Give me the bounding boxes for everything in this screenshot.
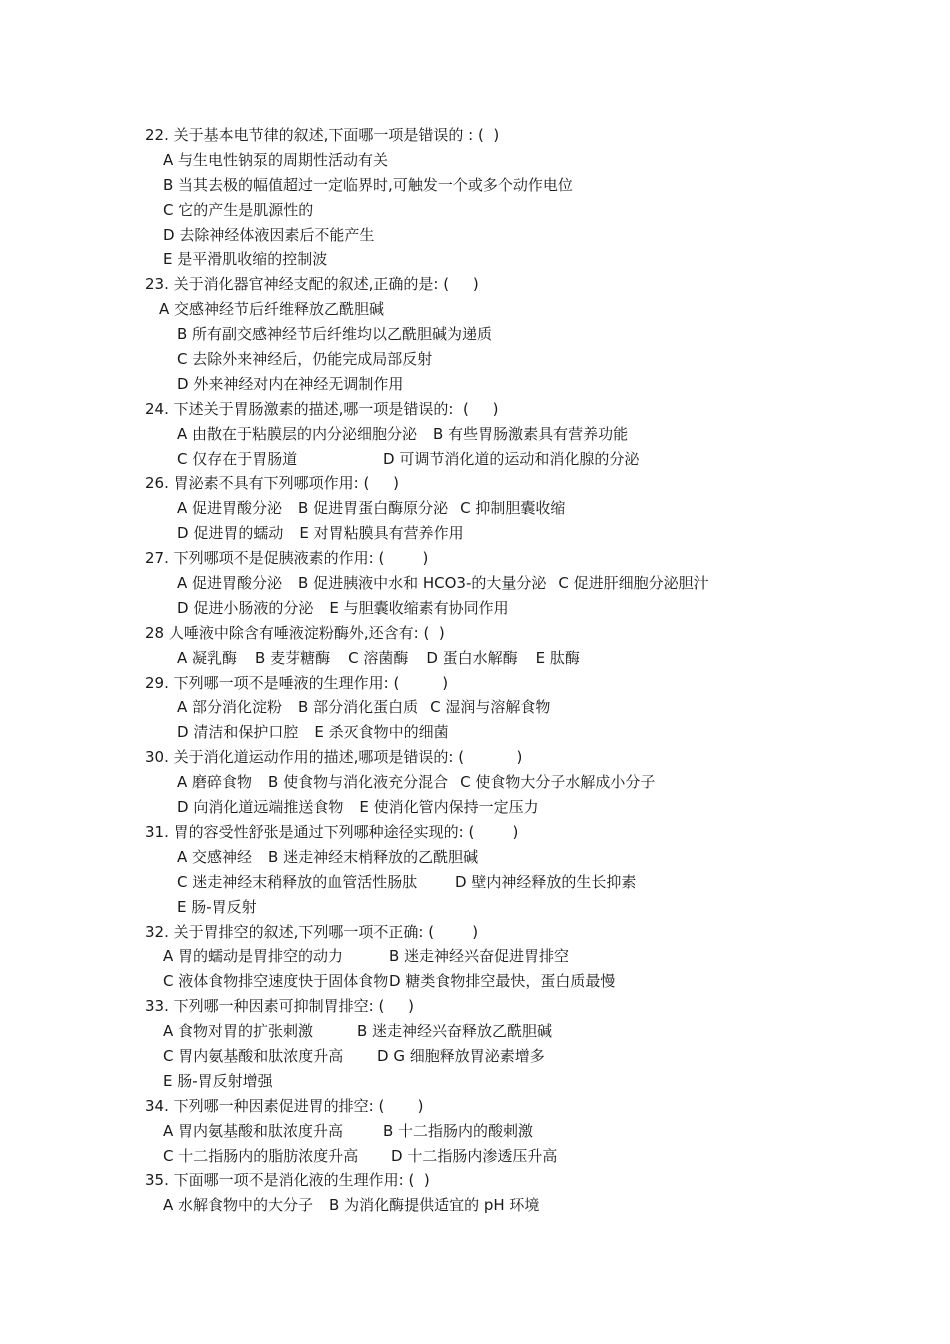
option-row [145,297,905,322]
option-row [145,646,905,671]
option-row [145,1044,905,1069]
answer-option[interactable]: C 仅存在于胃肠道 [177,449,298,468]
answer-option[interactable]: C 十二指肠内的脂肪浓度升高 [163,1146,359,1165]
answer-option[interactable]: A 与生电性钠泵的周期性活动有关 [163,150,389,169]
option-row [145,596,905,621]
question-list [145,123,905,1218]
option-row [145,720,905,745]
option-row [145,1144,905,1169]
answer-option[interactable]: E 与胆囊收缩素有协同作用 [329,598,509,617]
answer-option[interactable]: A 促进胃酸分泌 [177,499,283,518]
option-row [145,1019,905,1044]
answer-option[interactable]: A 由散在于粘膜层的内分泌细胞分泌 [177,424,418,443]
answer-option[interactable]: A 促进胃酸分泌 [177,574,283,593]
answer-option[interactable]: D 促进小肠液的分泌 [177,598,314,617]
question-stem: 30. 关于消化道运动作用的描述,哪项是错误的: ( ) [145,748,523,767]
option-row [145,845,905,870]
question-stem: 22. 关于基本电节律的叙述,下面哪一项是错误的 : ( ) [145,126,500,144]
answer-option[interactable]: C 促进肝细胞分泌胆汁 [558,574,709,593]
answer-option[interactable]: C 胃内氨基酸和肽浓度升高 [163,1046,344,1065]
option-row [145,223,905,248]
answer-option[interactable]: A 胃内氨基酸和肽浓度升高 [163,1121,344,1140]
option-row [145,148,905,173]
answer-option[interactable]: C 湿润与溶解食物 [430,698,551,717]
answer-option[interactable]: A 交感神经节后纤维释放乙酰胆碱 [159,300,385,319]
answer-option[interactable]: C 液体食物排空速度快于固体食物 [163,972,389,991]
option-row [145,895,905,920]
option-row [145,496,905,521]
answer-option[interactable]: A 胃的蠕动是胃排空的动力 [163,947,344,966]
question-stem: 28 人唾液中除含有唾液淀粉酶外,还含有: ( ) [145,623,445,642]
question-stem: 24. 下述关于胃肠激素的描述,哪一项是错误的: ( ) [145,399,499,418]
answer-option[interactable]: A 食物对胃的扩张刺激 [163,1022,314,1041]
option-row [145,1069,905,1094]
question-stem: 35. 下面哪一项不是消化液的生理作用: ( ) [145,1171,430,1190]
question-stem: 32. 关于胃排空的叙述,下列哪一项不正确: ( ) [145,922,479,941]
answer-option[interactable]: D 壁内神经释放的生长抑素 [455,872,637,891]
question-stem: 27. 下列哪项不是促胰液素的作用: ( ) [145,549,429,568]
answer-option[interactable]: B 有些胃肠激素具有营养功能 [433,424,629,443]
answer-option[interactable]: C 使食物大分子水解成小分子 [460,773,656,792]
answer-option[interactable]: A 部分消化淀粉 [177,698,283,717]
answer-option[interactable]: D 外来神经对内在神经无调制作用 [177,374,404,393]
option-row [145,322,905,347]
question-stem: 31. 胃的容受性舒张是通过下列哪种途径实现的: ( ) [145,822,519,841]
answer-option[interactable]: B 当其去极的幅值超过一定临界时,可触发一个或多个动作电位 [163,175,573,194]
answer-option[interactable]: C 溶菌酶 [348,648,409,667]
answer-option[interactable]: E 对胃粘膜具有营养作用 [299,524,464,543]
answer-option[interactable]: B 迷走神经兴奋促进胃排空 [389,947,570,966]
answer-option[interactable]: B 为消化酶提供适宜的 pH 环境 [329,1196,540,1215]
option-row [145,447,905,472]
answer-option[interactable]: A 凝乳酶 [177,648,238,667]
option-row [145,571,905,596]
answer-option[interactable]: A 磨碎食物 [177,773,253,792]
option-row [145,198,905,223]
option-row [145,422,905,447]
answer-option[interactable]: B 使食物与消化液充分混合 [268,773,449,792]
answer-option[interactable]: D G 细胞释放胃泌素增多 [377,1046,545,1065]
answer-option[interactable]: A 交感神经 [177,847,253,866]
option-row [145,944,905,969]
answer-option[interactable]: E 是平滑肌收缩的控制波 [163,250,328,269]
option-row [145,173,905,198]
answer-option[interactable]: B 迷走神经末梢释放的乙酰胆碱 [268,847,479,866]
question-stem: 26. 胃泌素不具有下列哪项作用: ( ) [145,474,399,493]
question-stem: 29. 下列哪一项不是唾液的生理作用: ( ) [145,673,449,692]
option-row [145,521,905,546]
answer-option[interactable]: D 糖类食物排空最快，蛋白质最慢 [389,972,616,991]
answer-option[interactable]: D 向消化道远端推送食物 [177,798,344,817]
answer-option[interactable]: B 部分消化蛋白质 [298,698,419,717]
option-row [145,347,905,372]
answer-option[interactable]: E 肠-胃反射 [177,897,257,916]
answer-option[interactable]: D 清洁和保护口腔 [177,723,299,742]
answer-option[interactable]: D 去除神经体液因素后不能产生 [163,225,375,244]
answer-option[interactable]: E 杀灭食物中的细菌 [314,723,449,742]
answer-option[interactable]: B 迷走神经兴奋释放乙酰胆碱 [357,1022,553,1041]
option-row [145,1119,905,1144]
answer-option[interactable]: C 迷走神经末稍释放的血管活性肠肽 [177,872,418,891]
answer-option[interactable]: D 可调节消化道的运动和消化腺的分泌 [383,449,640,468]
answer-option[interactable]: B 促进胰液中水和 HCO3-的大量分泌 [298,574,547,593]
option-row [145,247,905,272]
answer-option[interactable]: D 促进胃的蠕动 [177,524,284,543]
option-row [145,969,905,994]
answer-option[interactable]: B 麦芽糖酶 [255,648,331,667]
option-row [145,770,905,795]
answer-option[interactable]: A 水解食物中的大分子 [163,1196,314,1215]
answer-option[interactable]: C 去除外来神经后，仍能完成局部反射 [177,350,433,369]
option-row [145,695,905,720]
answer-option[interactable]: E 使消化管内保持一定压力 [359,798,539,817]
answer-option[interactable]: B 促进胃蛋白酶原分泌 [298,499,449,518]
answer-option[interactable]: B 十二指肠内的酸刺激 [383,1121,534,1140]
answer-option[interactable]: E 肽酶 [535,648,580,667]
answer-option[interactable]: C 抑制胆囊收缩 [460,499,566,518]
option-row [145,870,905,895]
option-row [145,795,905,820]
option-row [145,1193,905,1218]
answer-option[interactable]: D 十二指肠内渗透压升高 [391,1146,558,1165]
answer-option[interactable]: B 所有副交感神经节后纤维均以乙酰胆碱为递质 [177,325,493,344]
answer-option[interactable]: D 蛋白水解酶 [426,648,518,667]
answer-option[interactable]: E 肠-胃反射增强 [163,1071,273,1090]
question-stem: 33. 下列哪一种因素可抑制胃排空: ( ) [145,997,414,1016]
answer-option[interactable]: C 它的产生是肌源性的 [163,200,314,219]
question-stem: 34. 下列哪一种因素促进胃的排空: ( ) [145,1096,424,1115]
question-stem: 23. 关于消化器官神经支配的叙述,正确的是: ( ) [145,275,479,294]
option-row [145,372,905,397]
